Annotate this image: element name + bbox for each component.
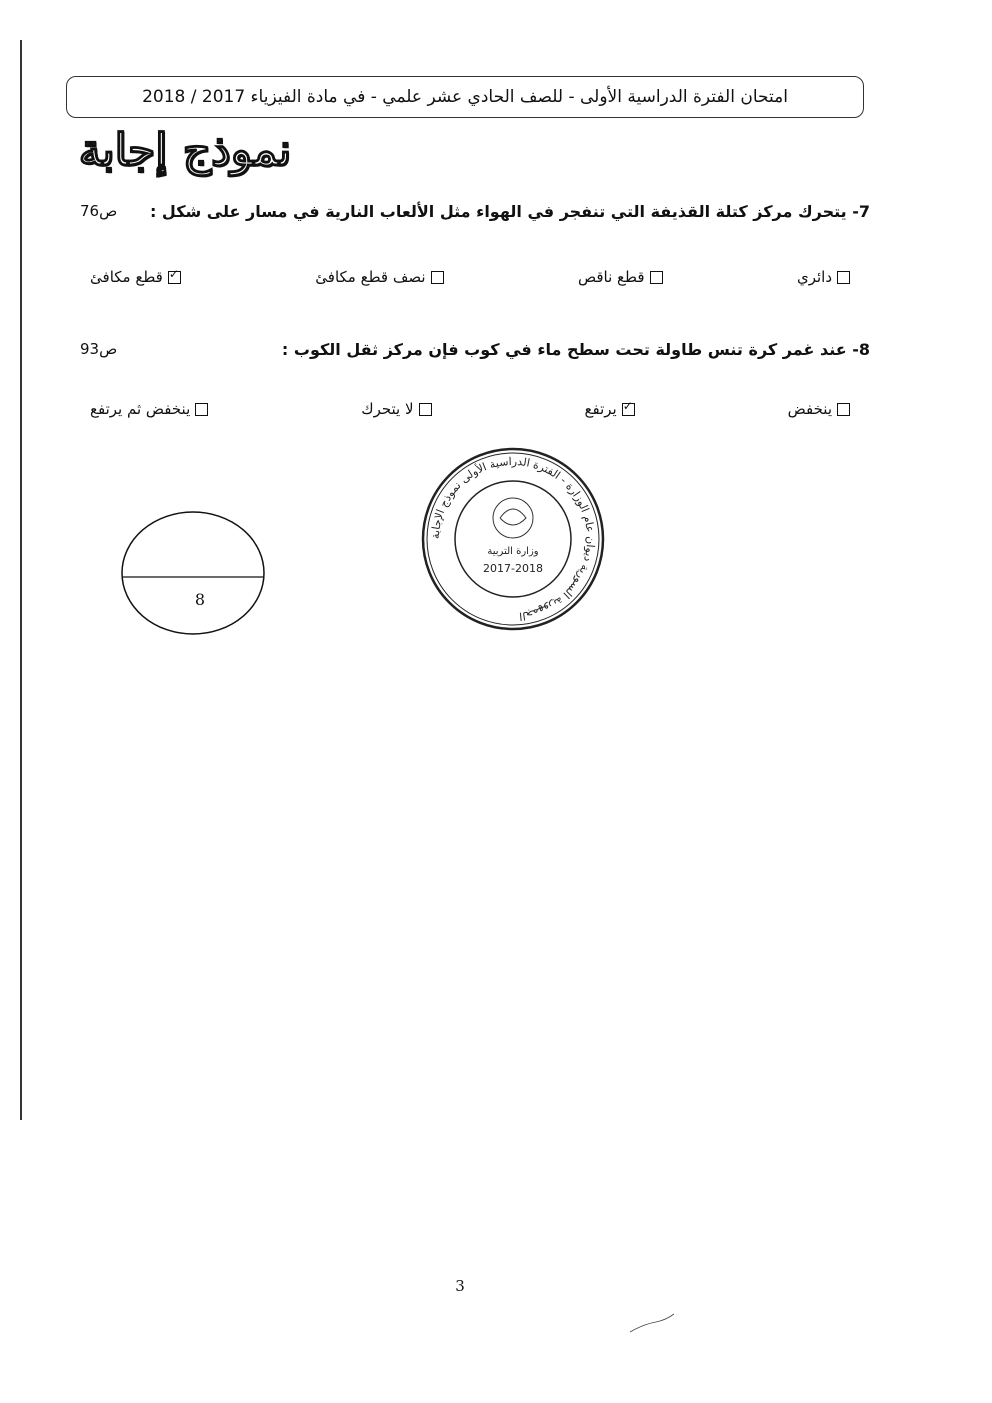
- question-8-option-1[interactable]: [788, 400, 850, 418]
- emblem-icon: [493, 498, 533, 538]
- question-7-option-4[interactable]: [90, 268, 181, 286]
- question-8-option-4[interactable]: [90, 400, 208, 418]
- option-label: دائري: [796, 268, 832, 286]
- checkbox-icon[interactable]: [419, 403, 432, 416]
- exam-header: [66, 76, 864, 118]
- stamp-outer-text: الجمهورية السورية ديوان عام الوزارة - الفترة الدراسية الأولى نموذج الإجابة: [428, 454, 598, 623]
- page-number: 3: [455, 1277, 465, 1295]
- stamp-years: 2017-2018: [483, 562, 543, 575]
- question-8-text: 8- عند غمر كرة تنس طاولة تحت سطح ماء في كوب فإن مركز ثقل الكوب :: [281, 339, 870, 359]
- checkbox-icon[interactable]: [431, 271, 444, 284]
- question-8-option-2[interactable]: [585, 400, 635, 418]
- checkbox-icon[interactable]: [195, 403, 208, 416]
- question-8: [80, 334, 870, 364]
- question-8-option-3[interactable]: [361, 400, 431, 418]
- checkbox-icon[interactable]: [837, 403, 850, 416]
- question-8-options: [90, 394, 850, 424]
- question-8-page-ref: ص93: [80, 340, 118, 358]
- page-margin-line: [20, 40, 22, 1120]
- grade-score: 8: [194, 590, 206, 609]
- question-7: [80, 196, 870, 226]
- option-label: ينخفض ثم يرتفع: [90, 400, 191, 418]
- question-7-option-3[interactable]: [315, 268, 443, 286]
- pen-mark: [628, 1312, 678, 1336]
- option-label: قطع ناقص: [577, 268, 645, 286]
- stamp-inner-text: وزارة التربية: [487, 546, 539, 557]
- option-label: يرتفع: [584, 400, 617, 418]
- grade-oval: [120, 510, 266, 636]
- checked-checkbox-icon[interactable]: [622, 403, 635, 416]
- question-7-option-2[interactable]: [578, 268, 663, 286]
- question-7-options: [90, 262, 850, 292]
- checkbox-icon[interactable]: [837, 271, 850, 284]
- exam-header-title: امتحان الفترة الدراسية الأولى - للصف الحادي عشر علمي - في مادة الفيزياء 2017 / 2018: [142, 87, 788, 107]
- option-label: ينخفض: [787, 400, 832, 418]
- option-label: نصف قطع مكافئ: [315, 268, 426, 286]
- checkbox-icon[interactable]: [650, 271, 663, 284]
- answer-key-title: نموذج إجابة: [78, 125, 292, 176]
- option-label: قطع مكافئ: [90, 268, 163, 286]
- question-7-text: 7- يتحرك مركز كتلة القذيفة التي تنفجر في الهواء مثل الألعاب النارية في مسار على شكل :: [149, 201, 870, 221]
- question-7-option-1[interactable]: [797, 268, 850, 286]
- option-label: لا يتحرك: [361, 400, 414, 418]
- question-7-page-ref: ص76: [80, 202, 118, 220]
- checked-checkbox-icon[interactable]: [168, 271, 181, 284]
- official-stamp: [420, 446, 606, 632]
